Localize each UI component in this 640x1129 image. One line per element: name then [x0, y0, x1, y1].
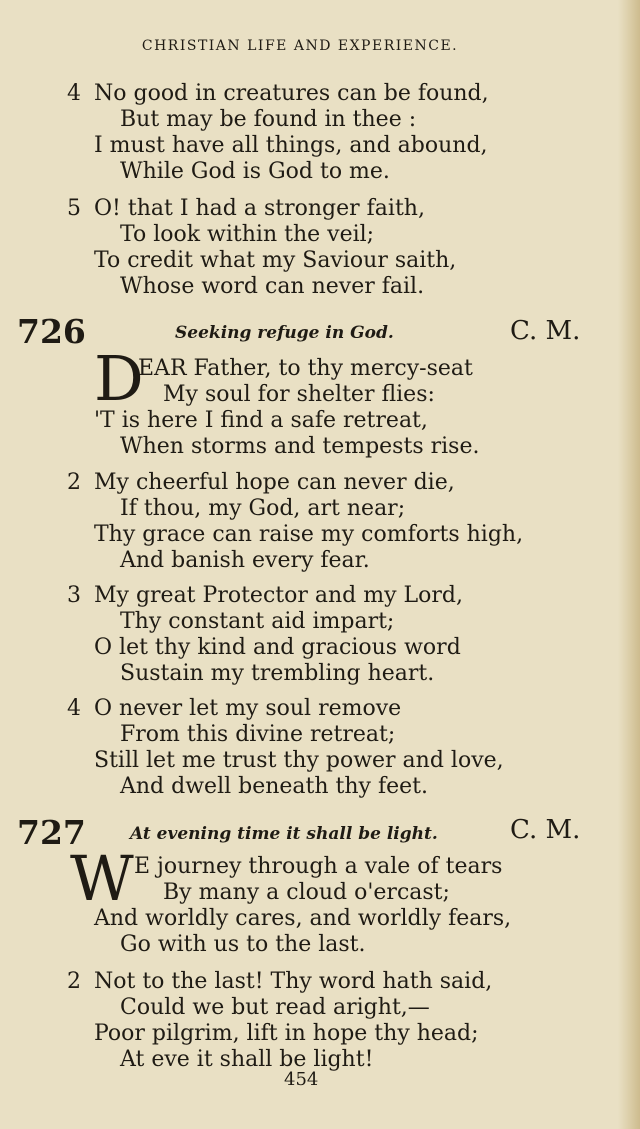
- verse-number: 3: [67, 583, 81, 608]
- hymn-title: Seeking refuge in God.: [175, 323, 394, 343]
- hymn-meter: C. M.: [510, 316, 581, 346]
- verse-number: 4: [67, 696, 81, 721]
- verse-line: O never let my soul remove: [94, 696, 402, 721]
- verse-line: If thou, my God, art near;: [120, 496, 406, 521]
- verse-line: My cheerful hope can never die,: [94, 470, 455, 495]
- verse-number: 2: [67, 969, 81, 994]
- verse-line: E journey through a vale of tears: [134, 854, 503, 879]
- verse-line: Still let me trust thy power and love,: [94, 748, 504, 773]
- verse-line: Thy constant aid impart;: [120, 609, 395, 634]
- verse-line: O! that I had a stronger faith,: [94, 196, 425, 221]
- verse-line: Whose word can never fail.: [120, 274, 425, 299]
- verse-line: O let thy kind and gracious word: [94, 635, 461, 660]
- verse-line: When storms and tempests rise.: [120, 434, 480, 459]
- verse-line: EAR Father, to thy mercy-seat: [138, 356, 473, 381]
- verse-number: 4: [67, 81, 81, 106]
- verse-line: To look within the veil;: [120, 222, 375, 247]
- drop-cap: W: [70, 842, 134, 915]
- hymn-number: 726: [17, 312, 86, 351]
- verse-line: 'T is here I find a safe retreat,: [94, 408, 428, 433]
- verse-line: Go with us to the last.: [120, 932, 366, 957]
- verse-line: I must have all things, and abound,: [94, 133, 488, 158]
- verse-line: But may be found in thee :: [120, 107, 417, 132]
- verse-line: Poor pilgrim, lift in hope thy head;: [94, 1021, 479, 1046]
- verse-line: By many a cloud o'ercast;: [163, 880, 450, 905]
- verse-line: Thy grace can raise my comforts high,: [94, 522, 524, 547]
- verse-line: While God is God to me.: [120, 159, 390, 184]
- hymn-title: At evening time it shall be light.: [130, 824, 438, 844]
- verse-number: 5: [67, 196, 81, 221]
- hymn-number: 727: [17, 813, 86, 852]
- verse-line: Sustain my trembling heart.: [120, 661, 435, 686]
- verse-line: No good in creatures can be found,: [94, 81, 489, 106]
- drop-cap: D: [94, 342, 144, 415]
- verse-line: At eve it shall be light!: [120, 1047, 374, 1072]
- running-head: CHRISTIAN LIFE AND EXPERIENCE.: [141, 38, 459, 54]
- verse-line: From this divine retreat;: [120, 722, 396, 747]
- verse-number: 2: [67, 470, 81, 495]
- page-edge: [618, 0, 640, 1129]
- verse-line: Not to the last! Thy word hath said,: [94, 969, 493, 994]
- verse-line: To credit what my Saviour saith,: [94, 248, 457, 273]
- verse-line: My soul for shelter flies:: [163, 382, 435, 407]
- verse-line: Could we but read aright,—: [120, 995, 430, 1020]
- verse-line: And dwell beneath thy feet.: [120, 774, 428, 799]
- verse-line: And banish every fear.: [120, 548, 370, 573]
- verse-line: And worldly cares, and worldly fears,: [94, 906, 512, 931]
- page-number: 454: [284, 1069, 319, 1090]
- hymn-meter: C. M.: [510, 815, 581, 845]
- verse-line: My great Protector and my Lord,: [94, 583, 463, 608]
